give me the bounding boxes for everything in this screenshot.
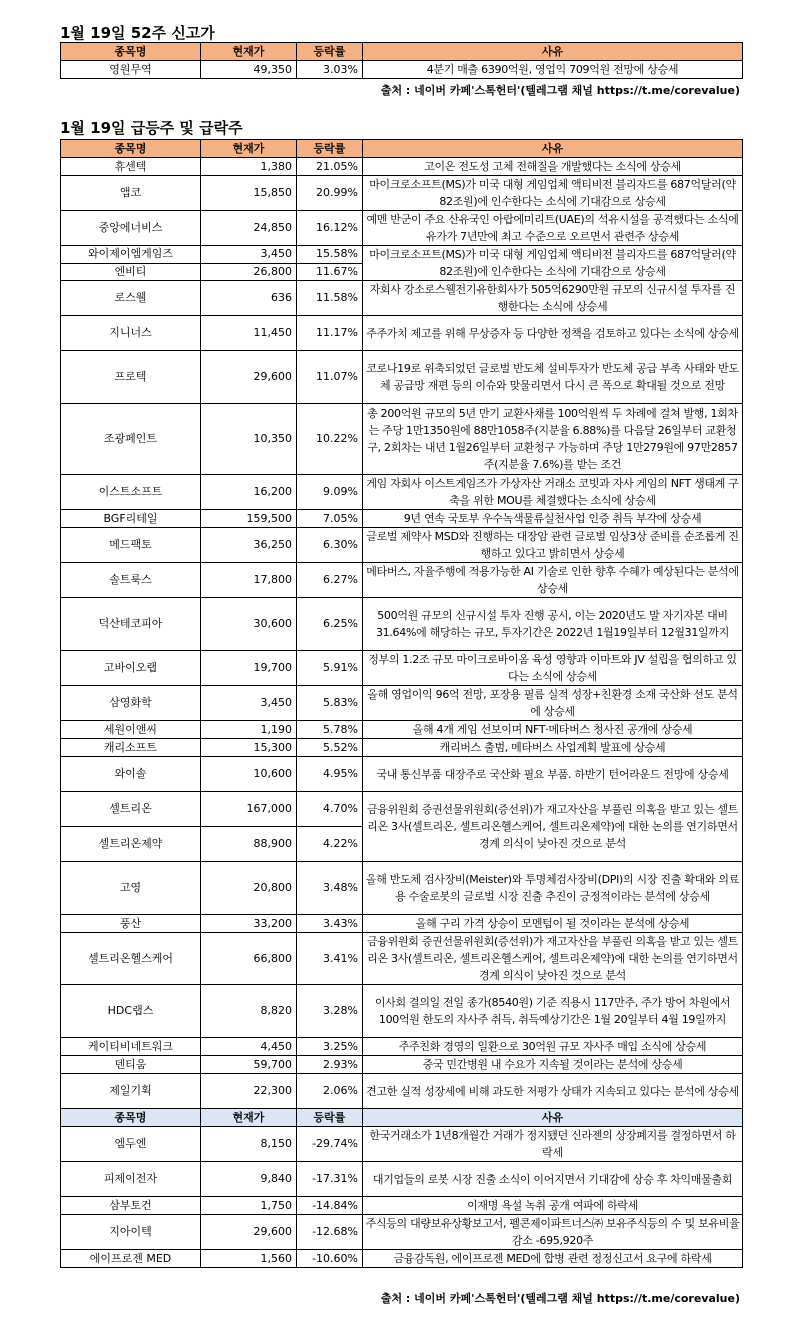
current-price: 636	[201, 281, 297, 316]
current-price: 36,250	[201, 528, 297, 563]
current-price: 1,190	[201, 721, 297, 739]
current-price: 20,800	[201, 862, 297, 915]
change-rate: -10.60%	[297, 1250, 363, 1268]
current-price: 17,800	[201, 563, 297, 598]
reason: 코로나19로 위축되었던 글로벌 반도체 설비투자가 반도체 공급 부족 사태와 반도체 공급망 재편 등의 이슈와 맞물리면서 다시 큰 폭으로 확대될 것으로 전망	[363, 351, 743, 404]
column-header: 종목명	[61, 140, 201, 158]
change-rate: 9.09%	[297, 475, 363, 510]
stock-name: 로스웰	[61, 281, 201, 316]
column-header: 현재가	[201, 140, 297, 158]
stock-name: 메드팩토	[61, 528, 201, 563]
change-rate: 5.91%	[297, 651, 363, 686]
reason: 중국 민간병원 내 수요가 지속될 것이라는 분석에 상승세	[363, 1056, 743, 1074]
table-row	[61, 563, 743, 598]
change-rate: 4.22%	[297, 827, 363, 862]
current-price: 30,600	[201, 598, 297, 651]
reason: 자회사 강소로스웰전기유한회사가 505억6290만원 규모의 신규시설 투자를 진행한다는 소식에 상승세	[363, 281, 743, 316]
reason: 총 200억원 규모의 5년 만기 교환사채를 100억원씩 두 차례에 걸쳐 발행, 1회차는 주당 1만1350원에 88만1058주(지분율 6.88%)를 다음달 26일부터 교환청구, 2회차는 내년 1월26일부터 교환청구 가능하며 주당 1만279원에 97만2857주(지분율 7.6%)를 받는 조건	[363, 404, 743, 475]
stock-name: 고바이오랩	[61, 651, 201, 686]
table-row	[61, 176, 743, 211]
stock-name: 삼부토건	[61, 1197, 201, 1215]
stock-name: 케이티비네트워크	[61, 1038, 201, 1056]
table-row	[61, 1162, 743, 1197]
stock-name: 와이제이엠게임즈	[61, 246, 201, 264]
reason: 올해 반도체 검사장비(Meister)와 투명체검사장비(DPI)의 시장 진출 확대와 의료용 수술로봇의 글로벌 시장 진출 추진이 긍정적이라는 분석에 상승세	[363, 862, 743, 915]
stock-name: 이스트소프트	[61, 475, 201, 510]
column-header: 사유	[363, 1109, 743, 1127]
reason: 올해 구리 가격 상승이 모멘텀이 될 것이라는 분석에 상승세	[363, 915, 743, 933]
change-rate: 6.27%	[297, 563, 363, 598]
current-price: 167,000	[201, 792, 297, 827]
current-price: 26,800	[201, 263, 297, 281]
change-rate: 4.70%	[297, 792, 363, 827]
current-price: 3,450	[201, 686, 297, 721]
table-row	[61, 281, 743, 316]
section1-title: 1월 19일 52주 신고가	[60, 24, 215, 42]
change-rate: 11.58%	[297, 281, 363, 316]
stock-name: 프로텍	[61, 351, 201, 404]
stock-name: 와이솔	[61, 757, 201, 792]
current-price: 159,500	[201, 510, 297, 528]
change-rate: 5.78%	[297, 721, 363, 739]
current-price: 49,350	[201, 61, 297, 79]
stock-name: 휴센텍	[61, 158, 201, 176]
change-rate: 11.17%	[297, 316, 363, 351]
change-rate: -17.31%	[297, 1162, 363, 1197]
current-price: 22,300	[201, 1074, 297, 1109]
table-row	[61, 985, 743, 1038]
stock-name: 지니너스	[61, 316, 201, 351]
stock-name: 셀트리온헬스케어	[61, 933, 201, 985]
change-rate: 21.05%	[297, 158, 363, 176]
change-rate: 7.05%	[297, 510, 363, 528]
change-rate: 3.48%	[297, 862, 363, 915]
reason: 4분기 매출 6390억원, 영업익 709억원 전망에 상승세	[363, 61, 743, 79]
current-price: 29,600	[201, 1215, 297, 1250]
reason: 예멘 반군이 주요 산유국인 아랍에미리트(UAE)의 석유시설을 공격했다는 소식에 유가가 7년만에 최고 수준으로 오르면서 관련주 상승세	[363, 211, 743, 246]
table-row	[61, 211, 743, 246]
column-header: 등락률	[297, 43, 363, 61]
reason: 주식등의 대량보유상황보고서, 펠콘제이파트너스㈜ 보유주식등의 수 및 보유비율 감소 -695,920주	[363, 1215, 743, 1250]
change-rate: -29.74%	[297, 1127, 363, 1162]
column-header: 종목명	[61, 1109, 201, 1127]
stock-name: 셀트리온	[61, 792, 201, 827]
new-high-table	[60, 42, 743, 79]
change-rate: 2.93%	[297, 1056, 363, 1074]
stock-name: 제일기획	[61, 1074, 201, 1109]
reason: 견고한 실적 성장세에 비해 과도한 저평가 상태가 지속되고 있다는 분석에 상승세	[363, 1074, 743, 1109]
source-note-1: 출처 : 네이버 카페'스톡헌터'(텔레그램 채널 https://t.me/corevalue)	[380, 84, 740, 97]
table-header-row	[61, 1109, 743, 1127]
movers-table	[60, 139, 743, 1268]
current-price: 8,150	[201, 1127, 297, 1162]
reason: 한국거래소가 1년8개월간 거래가 정지됐던 신라젠의 상장폐지를 결정하면서 하락세	[363, 1127, 743, 1162]
current-price: 19,700	[201, 651, 297, 686]
change-rate: 6.30%	[297, 528, 363, 563]
column-header: 현재가	[201, 43, 297, 61]
stock-name: 덴티움	[61, 1056, 201, 1074]
column-header: 사유	[363, 140, 743, 158]
reason: 게임 자회사 이스트게임즈가 가상자산 거래소 코빗과 자사 게임의 NFT 생태계 구축을 위한 MOU를 체결했다는 소식에 상승세	[363, 475, 743, 510]
change-rate: -12.68%	[297, 1215, 363, 1250]
current-price: 88,900	[201, 827, 297, 862]
current-price: 29,600	[201, 351, 297, 404]
stock-name: 영원무역	[61, 61, 201, 79]
table-row	[61, 757, 743, 792]
stock-name: HDC랩스	[61, 985, 201, 1038]
table-row	[61, 1038, 743, 1056]
current-price: 15,850	[201, 176, 297, 211]
table-row	[61, 510, 743, 528]
table-row	[61, 351, 743, 404]
current-price: 11,450	[201, 316, 297, 351]
reason: 올해 영업이익 96억 전망, 포장용 필름 실적 성장+친환경 소재 국산화 선도 분석에 상승세	[363, 686, 743, 721]
current-price: 4,450	[201, 1038, 297, 1056]
table-row	[61, 721, 743, 739]
column-header: 종목명	[61, 43, 201, 61]
reason: 9년 연속 국토부 우수녹색물류실천사업 인증 취득 부각에 상승세	[363, 510, 743, 528]
change-rate: -14.84%	[297, 1197, 363, 1215]
column-header: 사유	[363, 43, 743, 61]
change-rate: 11.67%	[297, 263, 363, 281]
current-price: 10,600	[201, 757, 297, 792]
change-rate: 6.25%	[297, 598, 363, 651]
stock-name: 덕산테코피아	[61, 598, 201, 651]
stock-name: 엠두엔	[61, 1127, 201, 1162]
change-rate: 15.58%	[297, 246, 363, 264]
current-price: 59,700	[201, 1056, 297, 1074]
stock-name: 삼영화학	[61, 686, 201, 721]
reason: 고이온 전도성 고체 전해질을 개발했다는 소식에 상승세	[363, 158, 743, 176]
table-row	[61, 528, 743, 563]
current-price: 10,350	[201, 404, 297, 475]
reason: 정부의 1.2조 규모 마이크로바이옴 육성 영향과 이마트와 JV 설립을 협의하고 있다는 소식에 상승세	[363, 651, 743, 686]
table-row	[61, 651, 743, 686]
table-row	[61, 686, 743, 721]
stock-name: 풍산	[61, 915, 201, 933]
current-price: 1,380	[201, 158, 297, 176]
current-price: 24,850	[201, 211, 297, 246]
reason: 금융위원회 증권선물위원회(증선위)가 재고자산을 부풀린 의혹을 받고 있는 셀트리온 3사(셀트리온, 셀트리온헬스케어, 셀트리온제약)에 대한 논의를 연기하면서 경계 의식이 낮아진 것으로 분석	[363, 792, 743, 862]
current-price: 8,820	[201, 985, 297, 1038]
current-price: 15,300	[201, 739, 297, 757]
table-row	[61, 1250, 743, 1268]
stock-name: 캐리소프트	[61, 739, 201, 757]
change-rate: 5.52%	[297, 739, 363, 757]
change-rate: 16.12%	[297, 211, 363, 246]
reason: 대기업들의 로봇 시장 진출 소식이 이어지면서 기대감에 상승 후 차익매물출회	[363, 1162, 743, 1197]
reason: 금융위원회 증권선물위원회(증선위)가 재고자산을 부풀린 의혹을 받고 있는 셀트리온 3사(셀트리온, 셀트리온헬스케어, 셀트리온제약)에 대한 논의를 연기하면서 경계 의식이 낮아진 것으로 분석	[363, 933, 743, 985]
column-header: 등락률	[297, 140, 363, 158]
change-rate: 2.06%	[297, 1074, 363, 1109]
stock-name: 에이프로젠 MED	[61, 1250, 201, 1268]
column-header: 등락률	[297, 1109, 363, 1127]
reason: 올해 4개 게임 선보이며 NFT·메타버스 청사진 공개에 상승세	[363, 721, 743, 739]
table-row	[61, 598, 743, 651]
table-row	[61, 404, 743, 475]
reason: 캐리버스 출범, 메타버스 사업계획 발표에 상승세	[363, 739, 743, 757]
stock-name: 피제이전자	[61, 1162, 201, 1197]
stock-name: 세원이앤씨	[61, 721, 201, 739]
reason: 500억원 규모의 신규시설 투자 진행 공시, 이는 2020년도 말 자기자본 대비 31.64%에 해당하는 규모, 투자기간은 2022년 1월19일부터 12월31일까지	[363, 598, 743, 651]
stock-name: BGF리테일	[61, 510, 201, 528]
table-row	[61, 792, 743, 827]
reason: 금융감독원, 에이프로젠 MED에 합병 관련 정정신고서 요구에 하락세	[363, 1250, 743, 1268]
current-price: 1,750	[201, 1197, 297, 1215]
current-price: 66,800	[201, 933, 297, 985]
change-rate: 3.43%	[297, 915, 363, 933]
table-header-row	[61, 43, 743, 61]
table-row	[61, 1127, 743, 1162]
change-rate: 20.99%	[297, 176, 363, 211]
stock-name: 솔트룩스	[61, 563, 201, 598]
current-price: 16,200	[201, 475, 297, 510]
stock-name: 앱코	[61, 176, 201, 211]
table-row	[61, 862, 743, 915]
change-rate: 4.95%	[297, 757, 363, 792]
table-row	[61, 739, 743, 757]
reason: 마이크로소프트(MS)가 미국 대형 게임업체 액티비전 블리자드를 687억달러(약 82조원)에 인수한다는 소식에 기대감으로 상승세	[363, 246, 743, 281]
stock-name: 조광페인트	[61, 404, 201, 475]
table-row	[61, 1056, 743, 1074]
stock-name: 엔비티	[61, 263, 201, 281]
reason: 글로벌 제약사 MSD와 진행하는 대장암 관련 글로벌 임상3상 준비를 순조롭게 진행하고 있다고 밝히면서 상승세	[363, 528, 743, 563]
table-row	[61, 246, 743, 264]
table-row	[61, 915, 743, 933]
reason: 마이크로소프트(MS)가 미국 대형 게임업체 액티비전 블리자드를 687억달러(약 82조원)에 인수한다는 소식에 기대감으로 상승세	[363, 176, 743, 211]
reason: 이재명 욕설 녹취 공개 여파에 하락세	[363, 1197, 743, 1215]
table-header-row	[61, 140, 743, 158]
stock-name: 고영	[61, 862, 201, 915]
current-price: 3,450	[201, 246, 297, 264]
change-rate: 3.03%	[297, 61, 363, 79]
stock-name: 셀트리온제약	[61, 827, 201, 862]
section2-title: 1월 19일 급등주 및 급락주	[60, 119, 243, 137]
table-row	[61, 475, 743, 510]
source-note-2: 출처 : 네이버 카페'스톡헌터'(텔레그램 채널 https://t.me/corevalue)	[380, 1292, 740, 1305]
change-rate: 10.22%	[297, 404, 363, 475]
change-rate: 3.41%	[297, 933, 363, 985]
change-rate: 11.07%	[297, 351, 363, 404]
change-rate: 5.83%	[297, 686, 363, 721]
reason: 메타버스, 자율주행에 적용가능한 AI 기술로 인한 향후 수혜가 예상된다는 분석에 상승세	[363, 563, 743, 598]
table-row	[61, 316, 743, 351]
current-price: 33,200	[201, 915, 297, 933]
change-rate: 3.28%	[297, 985, 363, 1038]
column-header: 현재가	[201, 1109, 297, 1127]
reason: 주주친화 경영의 일환으로 30억원 규모 자사주 매입 소식에 상승세	[363, 1038, 743, 1056]
current-price: 9,840	[201, 1162, 297, 1197]
current-price: 1,560	[201, 1250, 297, 1268]
table-row	[61, 158, 743, 176]
table-row	[61, 1197, 743, 1215]
stock-name: 중앙에너비스	[61, 211, 201, 246]
table-row	[61, 61, 743, 79]
stock-name: 지아이텍	[61, 1215, 201, 1250]
reason: 국내 통신부품 대장주로 국산화 필요 부품. 하반기 턴어라운드 전망에 상승세	[363, 757, 743, 792]
table-row	[61, 1215, 743, 1250]
table-row	[61, 933, 743, 985]
reason: 주주가치 제고를 위해 무상증자 등 다양한 정책을 검토하고 있다는 소식에 상승세	[363, 316, 743, 351]
reason: 이사회 결의일 전일 종가(8540원) 기준 직용시 117만주, 주가 방어 차원에서 100억원 한도의 자사주 취득, 취득예상기간은 1월 20일부터 4월 19일까지	[363, 985, 743, 1038]
change-rate: 3.25%	[297, 1038, 363, 1056]
table-row	[61, 1074, 743, 1109]
